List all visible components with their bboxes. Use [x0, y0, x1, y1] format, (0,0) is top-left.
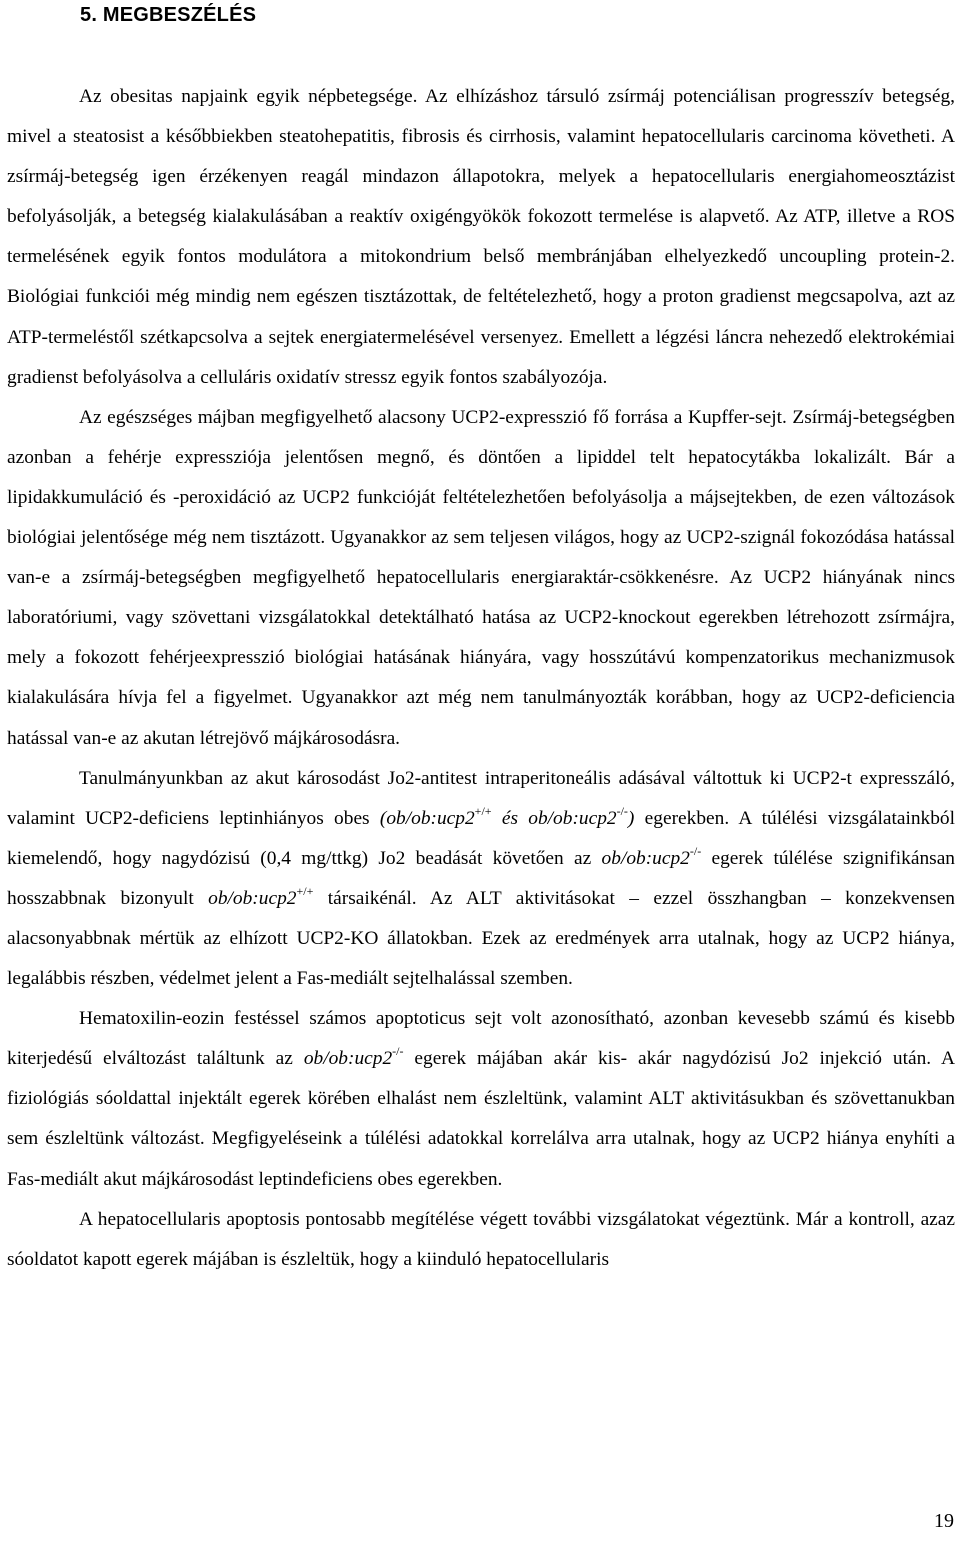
paragraph-3	[7, 759, 955, 1000]
section-heading: 5. MEGBESZÉLÉS	[80, 4, 257, 26]
paragraph-3-genotype-sup-a: +/+	[474, 803, 492, 818]
paragraph-2-text: Az egészséges májban megfigyelhető alacsony UCP2-expresszió fő forrása a Kupffer-sejt. Zsírmáj-betegségben azonban a fehérje expressziója jelentősen megnő, és döntően a lipiddel telt hepatocytákba lokalizált. Bár a lipidakkumuláció és -peroxidáció az UCP2 funkcióját feltételezhetően befolyásolja a májsejtekben, de ezen változások biológiai jelentősége még nem tisztázott. Ugyanakkor az sem teljesen világos, hogy az UCP2-szignál fokozódása hatással van-e a zsírmáj-betegségben megfigyelhető hepatocellularis energiaraktár-csökkenésre. Az UCP2 hiányának nincs laboratóriumi, vagy szövettani vizsgálatokkal detektálható hatása az UCP2-knockout egerekben létrehozott zsírmájra, mely a fokozott fehérjeexpresszió biológiai hatásának hiányára, vagy hosszútávú kompenzatorikus mechanizmusok kialakulására hívja fel a figyelmet. Ugyanakkor azt még nem tanulmányozták korábban, hogy az UCP2-deficiencia hatással van-e az akutan létrejövő májkárosodásra.	[7, 406, 955, 749]
paragraph-3-genotype-sup-b: -/-	[616, 803, 628, 818]
document-body	[7, 77, 955, 1280]
paragraph-3-italic-b: és ob/ob:ucp2	[491, 807, 617, 829]
paragraph-3-text-d: társaikénál. Az ALT aktivitásokat – ezzel összhangban – konzekvensen alacsonyabbnak mértük az elhízott UCP2-KO állatokban. Ezek az eredmények arra utalnak, hogy az UCP2 hiánya, legalábbis részben, védelmet jelent a Fas-mediált sejtelhalással szemben.	[7, 887, 956, 990]
paragraph-3-genotype-sup-c: -/-	[689, 843, 702, 858]
paragraph-5-text: A hepatocellularis apoptosis pontosabb megítélése végett további vizsgálatokat végeztünk. Már a kontroll, azaz sóoldatot kapott egerek májában is észleltük, hogy a kiinduló hepatocellularis	[7, 1208, 955, 1270]
paragraph-4-genotype-sup-a: -/-	[392, 1044, 404, 1059]
paragraph-1-text: Az obesitas napjaink egyik népbetegsége. Az elhízáshoz társuló zsírmáj potenciálisan progresszív betegség, mivel a steatosist a későbbiekben steatohepatitis, fibrosis és cirrhosis, valamint hepatocellularis carcinoma követheti. A zsírmáj-betegség igen érzékenyen reagál mindazon állapotokra, melyek a hepatocellularis energiahomeosztázist befolyásolják, a betegség kialakulásában a reaktív oxigéngyökök fokozott termelése is alapvető. Az ATP, illetve a ROS termelésének egyik fontos modulátora a mitokondrium belső membránjában elhelyezkedő uncoupling protein-2. Biológiai funkciói még mindig nem egészen tisztázottak, de feltételezhető, hogy a proton gradienst megcsapolva, azt az ATP-termeléstől szétkapcsolva a sejtek energiatermelésével versenyez. Emellett a légzési láncra nehezedő elektrokémiai gradienst befolyásolva a celluláris oxidatív stressz egyik fontos szabályozója.	[7, 86, 955, 388]
paragraph-4-italic-a: ob/ob:ucp2	[303, 1048, 393, 1070]
paragraph-5	[7, 1200, 955, 1280]
paragraph-4	[7, 999, 955, 1199]
paragraph-4-text-b: egerek májában akár kis- akár nagydózisú Jo2 injekció után. A fiziológiás sóoldattal injektált egerek körében elhalást nem észleltünk, valamint ALT aktivitásukban és szövettanukban sem észleltünk változást. Megfigyeléseink a túlélési adatokkal korrelálva arra utalnak, hogy az UCP2 hiánya enyhíti a Fas-mediált akut májkárosodást leptindeficiens obes egerekben.	[7, 1048, 955, 1190]
paragraph-3-italic-e: ob/ob:ucp2	[208, 887, 297, 909]
paragraph-3-italic-d: ob/ob:ucp2	[601, 847, 690, 869]
paragraph-3-genotype-sup-d: +/+	[296, 883, 314, 898]
paragraph-3-italic-c: )	[627, 807, 635, 829]
paragraph-3-text-c: egerek túlélése szignifikánsan hosszabbnak bizonyult	[7, 847, 955, 909]
paragraph-1	[7, 77, 955, 398]
page-number: 19	[934, 1510, 954, 1532]
paragraph-3-text-a: Tanulmányunkban az akut károsodást Jo2-antitest intraperitoneális adásával váltottuk ki UCP2-t expresszáló, valamint UCP2-deficiens leptinhiányos obes	[7, 767, 955, 829]
paragraph-4-text-a: Hematoxilin-eozin festéssel számos apoptoticus sejt volt azonosítható, azonban kevesebb számú és kisebb kiterjedésű elváltozást találtunk az	[7, 1008, 955, 1070]
paragraph-2	[7, 398, 955, 759]
paragraph-3-italic-a: (ob/ob:ucp2	[379, 807, 475, 829]
paragraph-3-text-b: egerekben. A túlélési vizsgálatainkból kiemelendő, hogy nagydózisú (0,4 mg/ttkg) Jo2 beadását követően az	[7, 807, 955, 869]
